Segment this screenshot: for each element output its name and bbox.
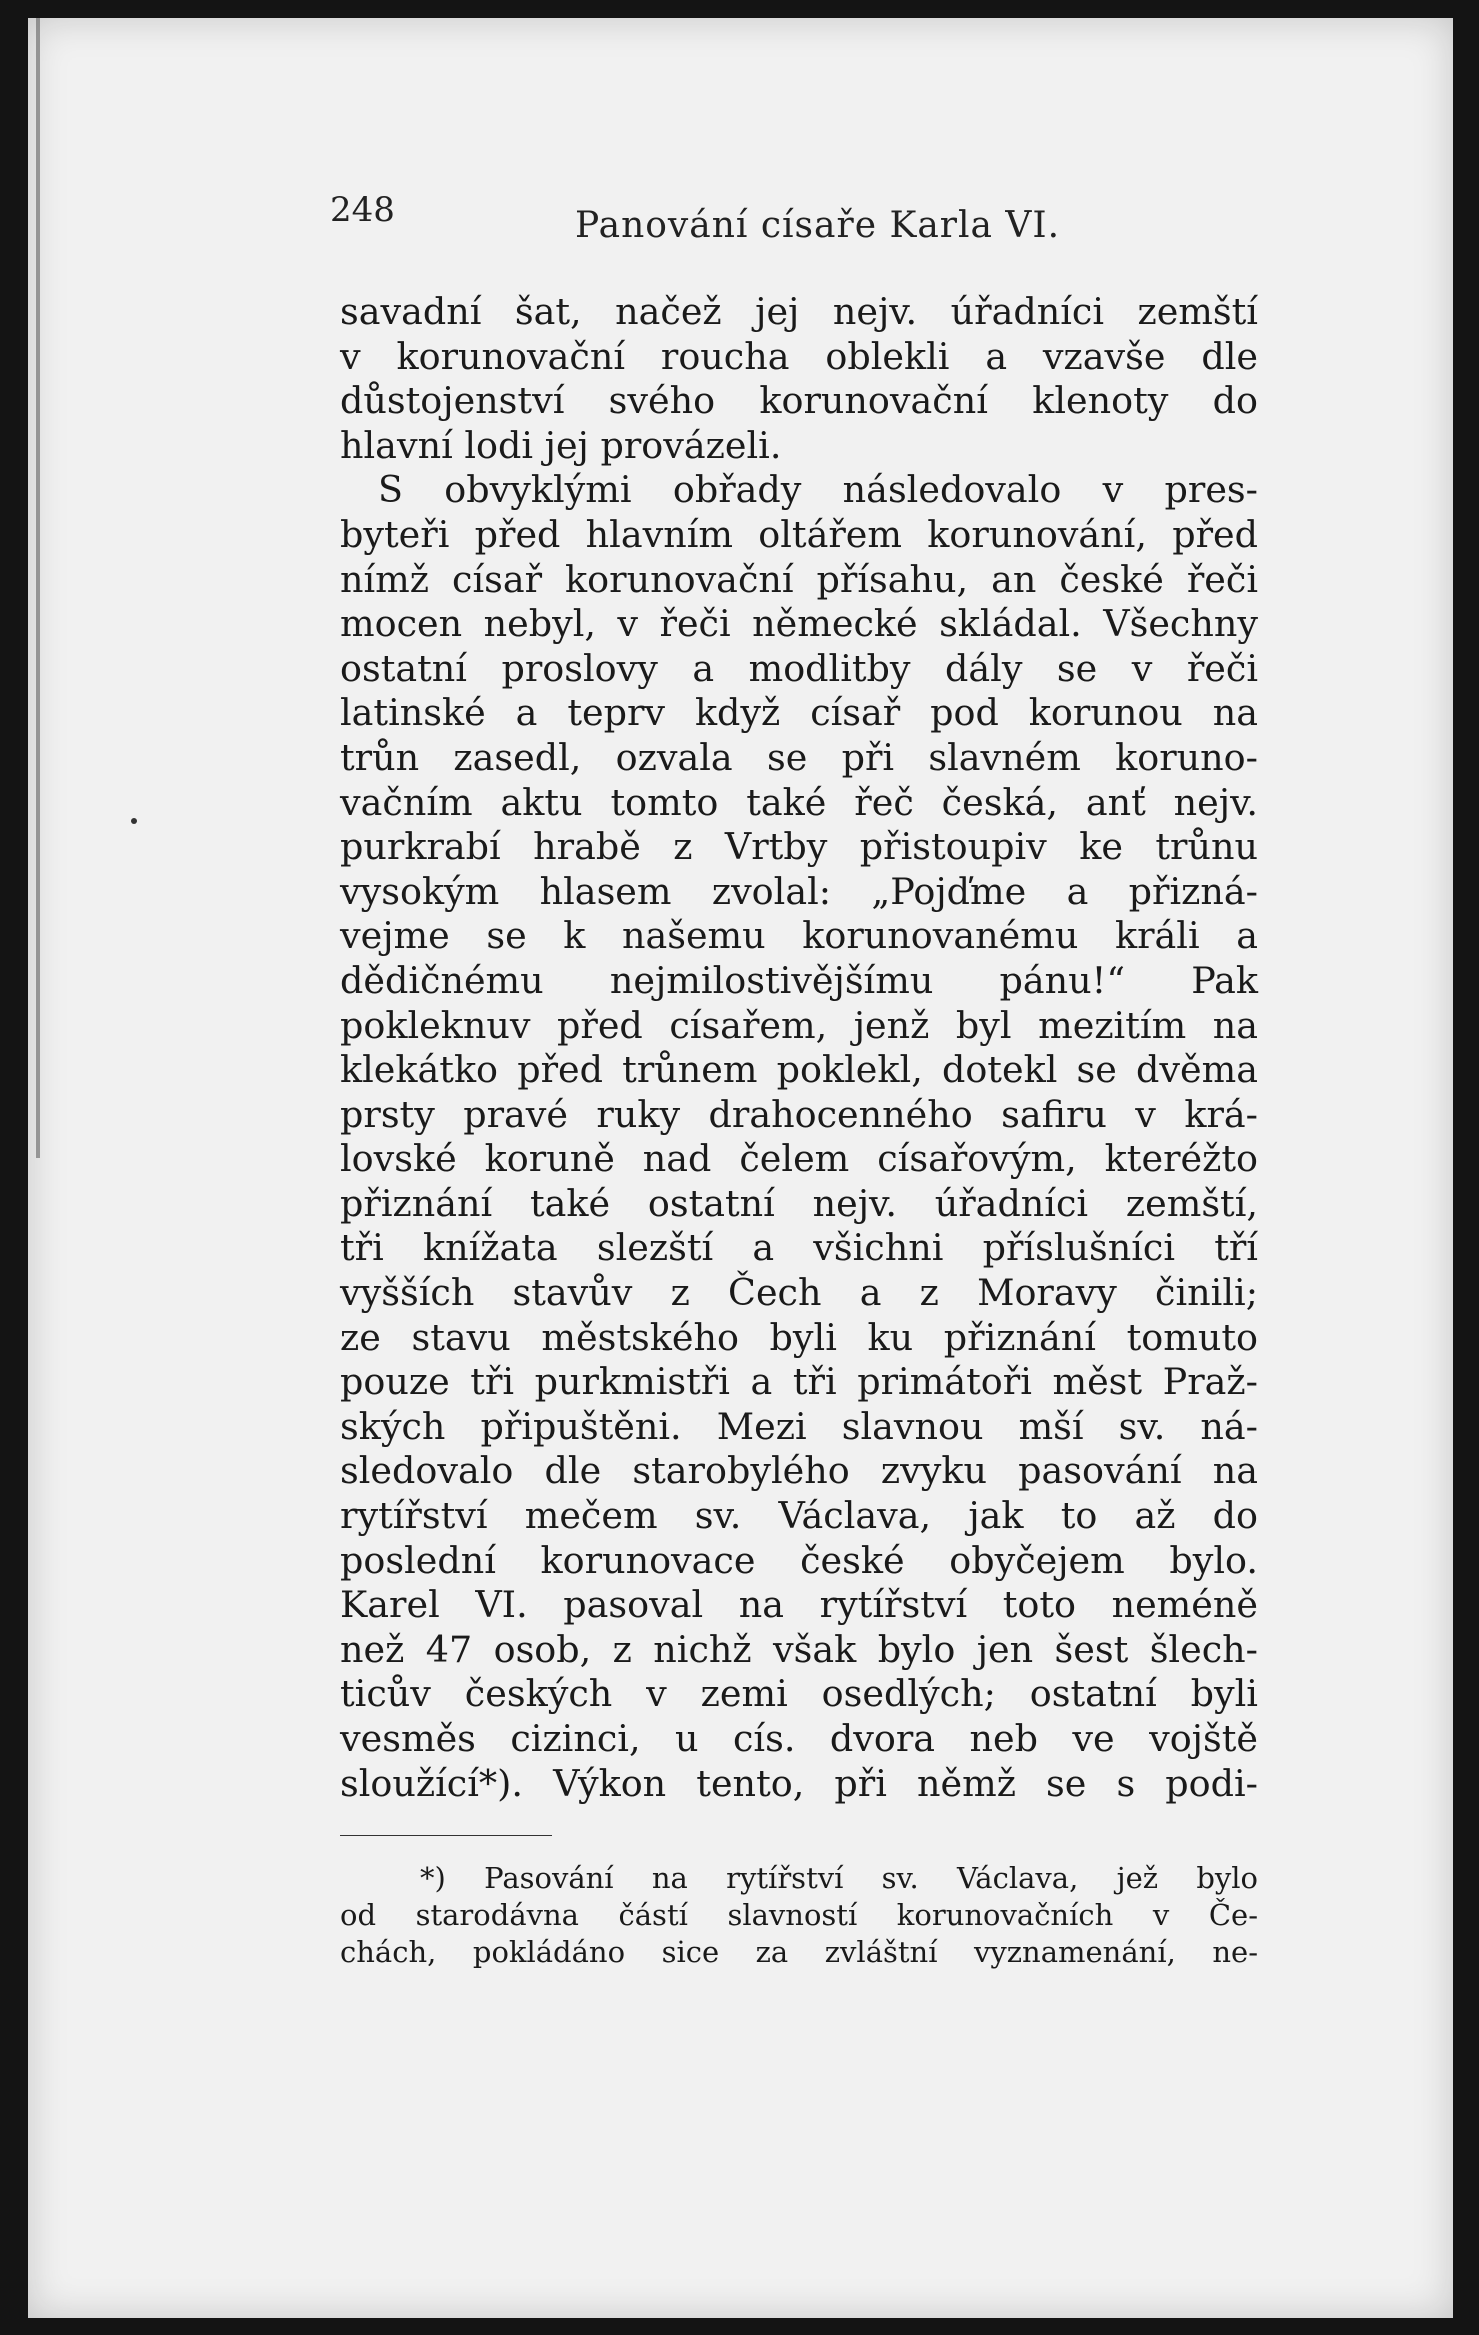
text-line: pouze tři purkmistři a tři primátoři měst Praž- — [340, 1360, 1258, 1404]
text-line: ticův českých v zemi osedlých; ostatní byli — [340, 1672, 1258, 1716]
text-line: hlavní lodi jej provázeli. — [340, 423, 782, 467]
text-line: tři knížata slezští a všichni příslušníci tří — [340, 1226, 1258, 1270]
text-line: v korunovační roucha oblekli a vzavše dle — [340, 334, 1258, 378]
text-line: ostatní proslovy a modlitby dály se v řeči — [340, 646, 1258, 690]
text-line: vyšších stavův z Čech a z Moravy činili; — [340, 1271, 1258, 1315]
text-line: savadní šat, načež jej nejv. úřadníci zemští — [340, 290, 1258, 333]
text-line: sloužící*). Výkon tento, při němž se s podi- — [340, 1761, 1258, 1805]
text-line: byteři před hlavním oltářem korunování, před — [340, 512, 1258, 556]
text-line: vesměs cizinci, u cís. dvora neb ve vojště — [340, 1717, 1258, 1760]
text-line: ských připuštěni. Mezi slavnou mší sv. ná- — [340, 1404, 1258, 1448]
text-line: latinské a teprv když císař pod korunou na — [340, 691, 1258, 735]
text-line: purkrabí hrabě z Vrtby přistoupiv ke trůnu — [340, 825, 1258, 869]
page-number: 248 — [330, 190, 395, 230]
body-text — [340, 290, 1258, 1806]
footnote-line: chách, pokládáno sice za zvláštní vyznamenání, ne- — [340, 1935, 1258, 1969]
footnotes — [340, 1860, 1258, 1971]
text-line: ze stavu městského byli ku přiznání tomuto — [340, 1315, 1258, 1359]
footnote-separator — [340, 1835, 552, 1836]
text-line: důstojenství svého korunovační klenoty do — [340, 379, 1258, 423]
text-line: rytířství mečem sv. Václava, jak to až do — [340, 1494, 1258, 1538]
text-line: S obvyklými obřady následovalo v pres- — [378, 468, 1258, 512]
text-line: trůn zasedl, ozvala se při slavném koruno- — [340, 735, 1258, 779]
text-line: nímž císař korunovační přísahu, an české řeči — [340, 557, 1258, 601]
text-line: sledovalo dle starobylého zvyku pasování na — [340, 1449, 1258, 1493]
text-line: přiznání také ostatní nejv. úřadníci zemští, — [340, 1181, 1258, 1225]
text-line: dědičnému nejmilostivějšímu pánu!“ Pak — [340, 958, 1258, 1002]
text-line: mocen nebyl, v řeči německé skládal. Všechny — [340, 602, 1258, 646]
text-line: vejme se k našemu korunovanému králi a — [340, 914, 1258, 958]
text-line: vačním aktu tomto také řeč česká, anť nejv. — [340, 780, 1258, 824]
text-line: pokleknuv před císařem, jenž byl mezitím na — [340, 1003, 1258, 1047]
text-line: Karel VI. pasoval na rytířství toto neméně — [340, 1583, 1258, 1627]
text-line: poslední korunovace české obyčejem bylo. — [340, 1538, 1258, 1582]
text-line: než 47 osob, z nichž však bylo jen šest šlech- — [340, 1627, 1258, 1671]
page-edge-shadow — [36, 18, 40, 1158]
text-line: vysokým hlasem zvolal: „Pojďme a přizná- — [340, 869, 1258, 913]
footnote-line: *) Pasování na rytířství sv. Václava, jež bylo — [420, 1861, 1258, 1895]
text-line: klekátko před trůnem poklekl, dotekl se dvěma — [340, 1048, 1258, 1092]
text-line: lovské koruně nad čelem císařovým, kteréžto — [340, 1137, 1258, 1181]
print-speck — [131, 818, 137, 824]
text-line: prsty pravé ruky drahocenného safiru v krá- — [340, 1092, 1258, 1136]
footnote-line: od starodávna částí slavností korunovačních v Če- — [340, 1898, 1258, 1932]
running-title: Panování císaře Karla VI. — [575, 205, 1061, 246]
